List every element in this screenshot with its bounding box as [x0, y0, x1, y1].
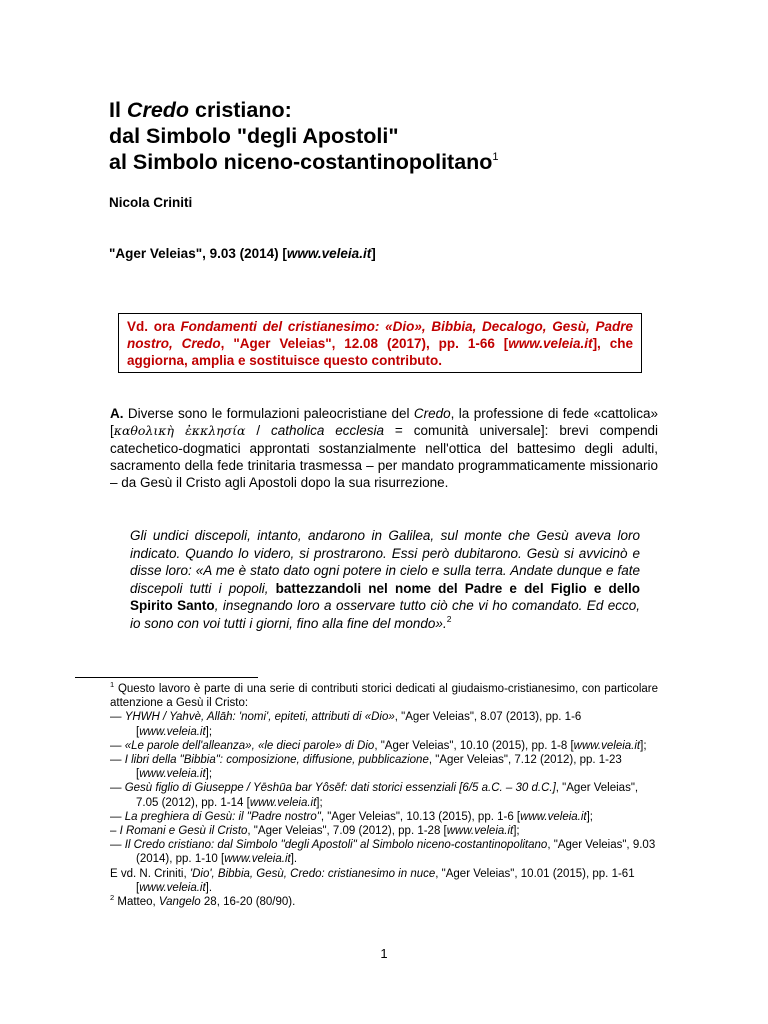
footnote-url[interactable]: www.veleia.it	[446, 825, 514, 838]
footnote-1-intro	[110, 682, 658, 710]
notice-text: , "Ager Veleias", 12.08 (2017), pp. 1-66 [	[220, 335, 509, 351]
footnote-text: ];	[586, 810, 593, 823]
update-notice-box	[118, 313, 642, 373]
footnote-url[interactable]: www.veleia.it	[139, 725, 206, 738]
footnote-url[interactable]: www.veleia.it	[139, 881, 206, 894]
author-name: Nicola Criniti	[109, 195, 193, 210]
footnote-url[interactable]: www.veleia.it	[224, 853, 291, 866]
footnote-work-title: I libri della "Bibbia": composizione, diffusione, pubblicazione	[124, 754, 429, 767]
footnote-work-title: «Le parole dell'alleanza», «le dieci parole» di Dio	[124, 739, 375, 752]
paragraph-text: = comunità universale]: brevi compendi catechetico-dogmatici approntati sostanzialmente nell'ottica del battesimo degli adulti, sacramento della fede trinitaria trasmessa – per mandato programmaticamente missionario – da Gesù il Cristo agli Apostoli dopo la sua risurrezione.	[110, 423, 659, 491]
paragraph-text: , la professione di fede «cattolica» [	[110, 406, 658, 439]
footnote-url[interactable]: www.veleia.it	[139, 768, 206, 781]
footnote-text: Matteo,	[114, 896, 159, 909]
footnotes	[110, 682, 658, 909]
title-prefix: Il	[109, 98, 127, 122]
footnote-dash: —	[110, 839, 125, 852]
footnote-work-title: 'Dio', Bibbia, Gesù, Credo: cristianesimo in nuce	[189, 867, 436, 880]
footnote-text: , "Ager Veleias", 8.07 (2013), pp. 1-6 [	[136, 711, 582, 738]
footnote-dash: —	[110, 711, 125, 724]
citation-journal: "Ager Veleias", 9.03 (2014) [	[109, 246, 287, 261]
notice-text: ], che aggiorna, amplia e sostituisce questo contributo.	[127, 335, 633, 368]
footnote-text: , "Ager Veleias", 7.05 (2012), pp. 1-14 [	[136, 782, 639, 809]
footnote-list-item	[110, 824, 658, 838]
footnote-1-marker: 1	[110, 680, 115, 689]
footnote-1-list	[110, 710, 658, 866]
quote-text: Gli undici discepoli, intanto, andarono in Galilea, sul monte che Gesù aveva loro indicato. Quando lo videro, si prostrarono. Essi però dubitarono. Gesù si avvicinò e disse loro: «A me è stato dato ogni potere in cielo e sulla terra. Andate dunque e fate discepoli tutti i popoli,	[130, 528, 640, 596]
footnote-text: E vd. N. Criniti,	[110, 867, 190, 880]
document-title	[109, 97, 709, 175]
paragraph-a	[110, 405, 658, 491]
footnote-dash: —	[110, 782, 125, 795]
footnote-text: 28, 16-20 (80/90).	[200, 896, 296, 909]
footnote-text: ];	[205, 768, 213, 781]
footnote-list-item	[110, 710, 658, 738]
title-line-3: al Simbolo niceno-costantinopolitano	[109, 150, 493, 174]
footnote-text: ];	[316, 796, 323, 809]
footnote-url[interactable]: www.veleia.it	[520, 810, 587, 823]
footnote-2-marker: 2	[110, 893, 115, 903]
footnote-2	[110, 895, 658, 909]
footnote-work-title: La preghiera di Gesù: il "Padre nostro"	[124, 810, 321, 823]
footnote-dash: —	[110, 754, 125, 767]
paragraph-credo: Credo	[413, 406, 451, 421]
footnote-dash: —	[110, 810, 125, 823]
footnote-work-title: Il Credo cristiano: dal Simbolo "degli Apostoli" al Simbolo niceno-costantinopolitano	[124, 839, 548, 852]
footnote-text: ];	[513, 825, 520, 838]
footnote-url[interactable]: www.veleia.it	[249, 796, 317, 809]
footnote-list-item	[110, 838, 658, 866]
footnote-list-item	[110, 753, 658, 781]
footnote-text: , "Ager Veleias", 9.03 (2014), pp. 1-10 [	[136, 839, 656, 866]
footnote-text: , "Ager Veleias", 7.12 (2012), pp. 1-23 [	[136, 754, 622, 781]
notice-url[interactable]: www.veleia.it	[508, 335, 593, 351]
quote-emphasis: battezzandoli nel nome del Padre e del Figlio e dello Spirito Santo	[130, 580, 641, 613]
footnote-text: ].	[205, 881, 213, 894]
notice-new-title: Fondamenti del cristianesimo: «Dio», Bibbia, Decalogo, Gesù, Padre nostro, Credo	[127, 319, 634, 351]
title-credo: Credo	[126, 98, 190, 122]
footnote-work-title: I Romani e Gesù il Cristo	[119, 825, 248, 838]
footnote-list-item	[110, 810, 658, 824]
footnote-text: Questo lavoro è parte di una serie di contributi storici dedicati al giudaismo-cristianesimo, con particolare attenzione a Gesù il Cristo:	[110, 683, 658, 710]
footnote-see-also	[110, 867, 658, 895]
footnote-list-item	[110, 739, 658, 753]
page-number: 1	[380, 946, 388, 961]
citation	[109, 246, 376, 261]
title-line-2: dal Simbolo "degli Apostoli"	[109, 124, 399, 148]
latin-term: catholica ecclesia	[271, 423, 385, 439]
footnote-work-title: Vangelo	[158, 896, 201, 909]
footnote-text: , "Ager Veleias", 10.01 (2015), pp. 1-61 [	[136, 867, 635, 894]
footnote-separator	[75, 677, 258, 678]
paragraph-text: Diverse sono le formulazioni paleocristiane del	[123, 406, 414, 421]
quote-footnote-marker: 2	[446, 613, 452, 624]
footnote-work-title: YHWH / Yahvè, Allāh: 'nomi', epiteti, attributi di «Dio»	[124, 711, 395, 724]
title-line-1	[109, 98, 292, 122]
quote-text: , insegnando loro a osservare tutto ciò che vi ho comandato. Ed ecco, io sono con voi tutti i giorni, fino alla fine del mondo».	[130, 598, 641, 631]
footnote-dash: —	[110, 739, 125, 752]
citation-close: ]	[371, 246, 376, 261]
footnote-text: ];	[640, 739, 647, 752]
citation-url[interactable]: www.veleia.it	[286, 246, 372, 261]
footnote-text: , "Ager Veleias", 7.09 (2012), pp. 1-28 [	[247, 825, 447, 838]
title-footnote-marker: 1	[492, 151, 499, 163]
footnote-list-item	[110, 781, 658, 809]
footnote-text: ];	[205, 725, 213, 738]
footnote-dash: –	[110, 825, 120, 838]
footnote-text: , "Ager Veleias", 10.13 (2015), pp. 1-6 [	[320, 810, 521, 823]
notice-text: Vd. ora	[127, 319, 181, 334]
paragraph-label: A.	[110, 406, 124, 421]
footnote-text: , "Ager Veleias", 10.10 (2015), pp. 1-8 [	[374, 739, 574, 752]
paragraph-text: /	[245, 423, 272, 439]
footnote-work-title: Gesù figlio di Giuseppe / Yēshūa bar Yôsēf: dati storici essenziali [6/5 a.C. – 30 d.C.]	[124, 782, 556, 795]
footnote-url[interactable]: www.veleia.it	[573, 739, 641, 752]
greek-term: καθολικὴ ἐκκλησία	[113, 423, 246, 439]
footnote-text: ].	[290, 853, 298, 866]
title-suffix: cristiano:	[189, 98, 292, 122]
gospel-quote	[130, 527, 640, 632]
